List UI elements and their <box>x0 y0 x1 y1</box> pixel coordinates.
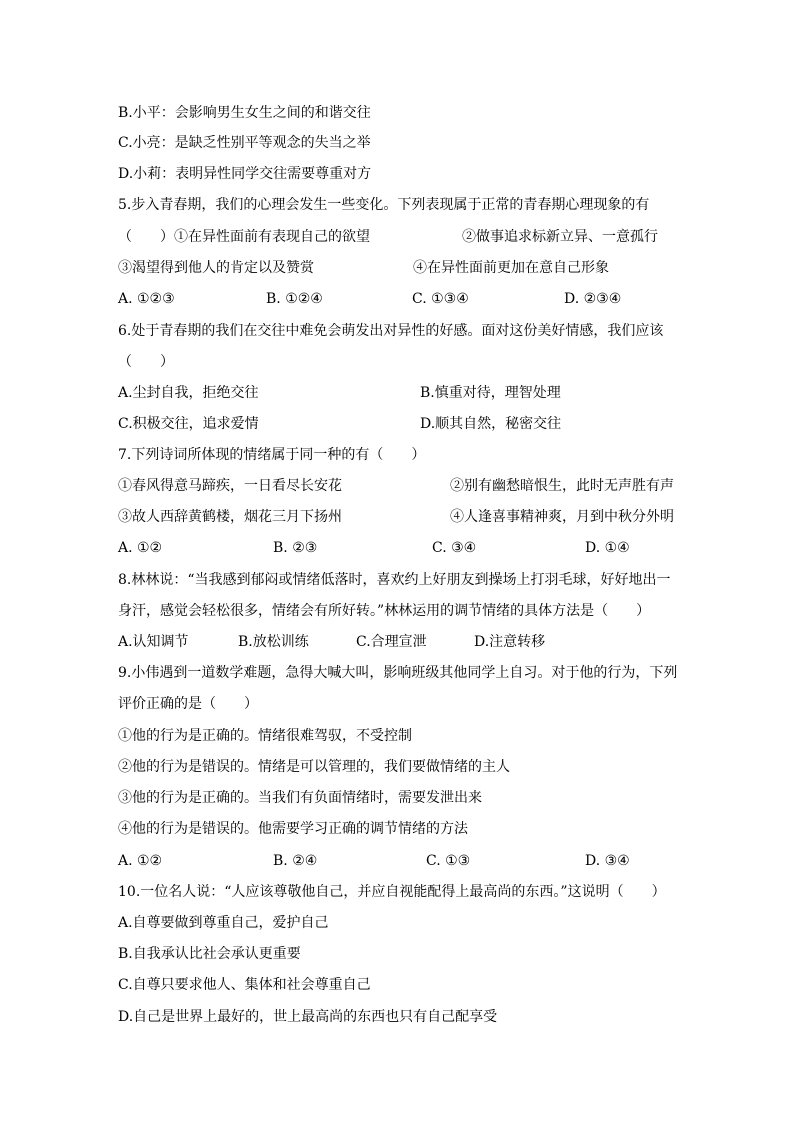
q7-item2: ②别有幽愁暗恨生，此时无声胜有声 <box>450 478 674 494</box>
q8-option-a: A.认知调节 <box>118 634 189 650</box>
q9-item4: ④他的行为是错误的。他需要学习正确的调节情绪的方法 <box>118 821 468 837</box>
q5-stem: 5.步入青春期，我们的心理会发生一些变化。下列表现属于正常的青春期心理现象的有 <box>118 197 650 213</box>
q4-option-c: C.小亮：是缺乏性别平等观念的失当之举 <box>118 135 371 151</box>
q8-option-b: B.放松训练 <box>238 634 309 650</box>
q5-item3: ③渴望得到他人的肯定以及赞赏 <box>118 260 314 276</box>
q7-item3: ③故人西辞黄鹤楼，烟花三月下扬州 <box>118 509 342 525</box>
q9-option-b: B. ②④ <box>273 853 318 869</box>
q6-option-a: A.尘封自我，拒绝交往 <box>118 385 259 401</box>
q6-option-c: C.积极交往，追求爱情 <box>118 416 259 432</box>
q4-option-b: B.小平：会影响男生女生之间的和谐交往 <box>118 105 371 121</box>
q5-option-a: A. ①②③ <box>118 291 175 307</box>
q9-option-c: C. ①③ <box>426 853 471 869</box>
q8-option-c: C.合理宣泄 <box>356 634 427 650</box>
q5-option-b: B. ①②④ <box>266 291 323 307</box>
q10-option-a: A.自尊要做到尊重自己，爱护自己 <box>118 915 329 931</box>
q9-item1: ①他的行为是正确的。情绪很难驾驭，不受控制 <box>118 728 412 744</box>
q8-stem-line1: 8.林林说：“当我感到郁闷或情绪低落时，喜欢约上好朋友到操场上打羽毛球，好好地出一 <box>118 572 671 588</box>
q10-option-b: B.自我承认比社会承认更重要 <box>118 946 301 962</box>
q5-item4: ④在异性面前更加在意自己形象 <box>413 260 609 276</box>
q5-option-d: D. ②③④ <box>564 291 622 307</box>
q4-option-d: D.小莉：表明异性同学交往需要尊重对方 <box>118 166 372 182</box>
q7-stem: 7.下列诗词所体现的情绪属于同一种的有（ ） <box>118 447 426 463</box>
q7-item1: ①春风得意马蹄疾，一日看尽长安花 <box>118 478 342 494</box>
q7-option-a: A. ①② <box>118 540 163 556</box>
q9-option-a: A. ①② <box>118 853 163 869</box>
q7-option-c: C. ③④ <box>432 540 477 556</box>
q10-option-c: C.自尊只要求他人、集体和社会尊重自己 <box>118 977 371 993</box>
q9-option-d: D. ③④ <box>585 853 630 869</box>
q6-option-d: D.顺其自然，秘密交往 <box>420 416 562 432</box>
q9-item3: ③他的行为是正确的。当我们有负面情绪时，需要发泄出来 <box>118 790 482 806</box>
q7-item4: ④人逢喜事精神爽，月到中秋分外明 <box>450 509 674 525</box>
q5-option-c: C. ①③④ <box>412 291 469 307</box>
q6-stem: 6.处于青春期的我们在交往中难免会萌发出对异性的好感。面对这份美好情感，我们应该 <box>118 323 664 339</box>
q6-paren: （ ） <box>118 354 174 370</box>
q5-paren-item1: （ ）①在异性面前有表现自己的欲望 <box>118 229 370 245</box>
q7-option-d: D. ①④ <box>585 540 630 556</box>
q5-item2: ②做事追求标新立异、一意孤行 <box>462 229 658 245</box>
q6-option-b: B.慎重对待，理智处理 <box>420 385 561 401</box>
q9-item2: ②他的行为是错误的。情绪是可以管理的，我们要做情绪的主人 <box>118 759 510 775</box>
q8-option-d: D.注意转移 <box>474 634 546 650</box>
q9-stem-line2: 评价正确的是（ ） <box>118 696 258 712</box>
q7-option-b: B. ②③ <box>273 540 318 556</box>
q10-option-d: D.自己是世界上最好的，世上最高尚的东西也只有自己配享受 <box>118 1009 498 1025</box>
q9-stem-line1: 9.小伟遇到一道数学难题，急得大喊大叫，影响班级其他同学上自习。对于他的行为，下列 <box>118 665 678 681</box>
q10-stem: 10.一位名人说：“人应该尊敬他自己，并应自视能配得上最高尚的东西。”这说明（ ） <box>118 884 666 900</box>
q8-stem-line2: 身汗，感觉会轻松很多，情绪会有所好转。”林林运用的调节情绪的具体方法是（ ） <box>118 603 651 619</box>
